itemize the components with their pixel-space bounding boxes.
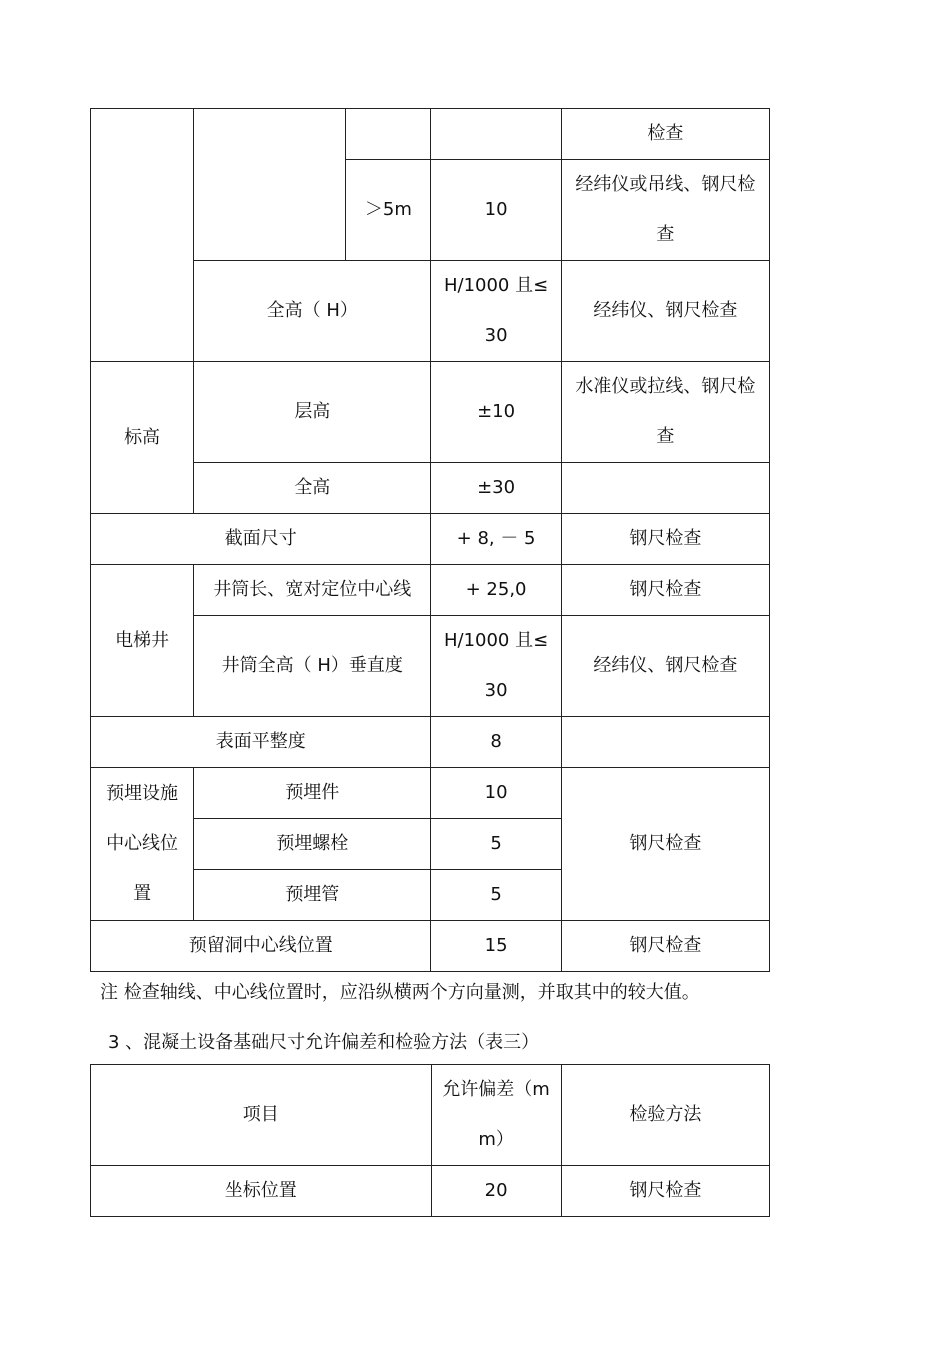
item-cell: 表面平整度: [91, 717, 431, 768]
value-cell: H/1000 且≤30: [431, 616, 561, 717]
header-tolerance: 允许偏差（mm）: [431, 1065, 561, 1166]
item-cell: 预埋螺栓: [194, 819, 431, 870]
item-cell: 井筒全高（ H）垂直度: [194, 616, 431, 717]
value-cell: 10: [431, 160, 561, 261]
value-cell: 5: [431, 870, 561, 921]
value-cell: 20: [431, 1166, 561, 1217]
blank-cond-cell: [346, 109, 431, 160]
value-cell: 10: [431, 768, 561, 819]
value-cell: + 25,0: [431, 565, 561, 616]
header-method: 检验方法: [561, 1065, 769, 1166]
method-cell: 钢尺检查: [561, 514, 769, 565]
item-cell: 预留洞中心线位置: [91, 921, 431, 972]
value-cell: 15: [431, 921, 561, 972]
method-cell: 钢尺检查: [561, 921, 769, 972]
method-cell: [561, 717, 769, 768]
value-cell: 5: [431, 819, 561, 870]
item-cell: 井筒长、宽对定位中心线: [194, 565, 431, 616]
method-cell: 钢尺检查: [561, 565, 769, 616]
method-cell: 水准仪或拉线、钢尺检查: [561, 362, 769, 463]
method-cell: 经纬仪或吊线、钢尺检查: [561, 160, 769, 261]
tolerance-table-continued: [90, 108, 770, 972]
value-cell: ±30: [431, 463, 561, 514]
category-cell-embedded: 预埋设施中心线位置: [91, 768, 194, 921]
category-cell-elevation: 标高: [91, 362, 194, 514]
method-cell: [561, 463, 769, 514]
value-cell: ±10: [431, 362, 561, 463]
item-cell: 截面尺寸: [91, 514, 431, 565]
header-item: 项目: [91, 1065, 432, 1166]
value-cell: 8: [431, 717, 561, 768]
item-cell: 全高: [194, 463, 431, 514]
table-footnote: 注 检查轴线、中心线位置时，应沿纵横两个方向量测，并取其中的较大值。: [100, 982, 700, 1003]
condition-cell: ＞5m: [346, 160, 431, 261]
item-cell: 全高（ H）: [194, 261, 431, 362]
value-cell: + 8, － 5: [431, 514, 561, 565]
value-cell: H/1000 且≤30: [431, 261, 561, 362]
blank-subitem-cell: [194, 109, 346, 261]
item-cell: 预埋件: [194, 768, 431, 819]
method-cell: 经纬仪、钢尺检查: [561, 616, 769, 717]
section-heading: 3 、混凝土设备基础尺寸允许偏差和检验方法（表三）: [108, 1032, 540, 1053]
method-cell: 钢尺检查: [561, 1166, 769, 1217]
category-cell-elevator: 电梯井: [91, 565, 194, 717]
method-cell: 检查: [561, 109, 769, 160]
blank-val-cell: [431, 109, 561, 160]
method-cell: 经纬仪、钢尺检查: [561, 261, 769, 362]
method-cell: 钢尺检查: [561, 768, 769, 921]
item-cell: 预埋管: [194, 870, 431, 921]
equipment-foundation-table: [90, 1064, 770, 1217]
item-cell: 层高: [194, 362, 431, 463]
blank-category-cell: [91, 109, 194, 362]
item-cell: 坐标位置: [91, 1166, 432, 1217]
